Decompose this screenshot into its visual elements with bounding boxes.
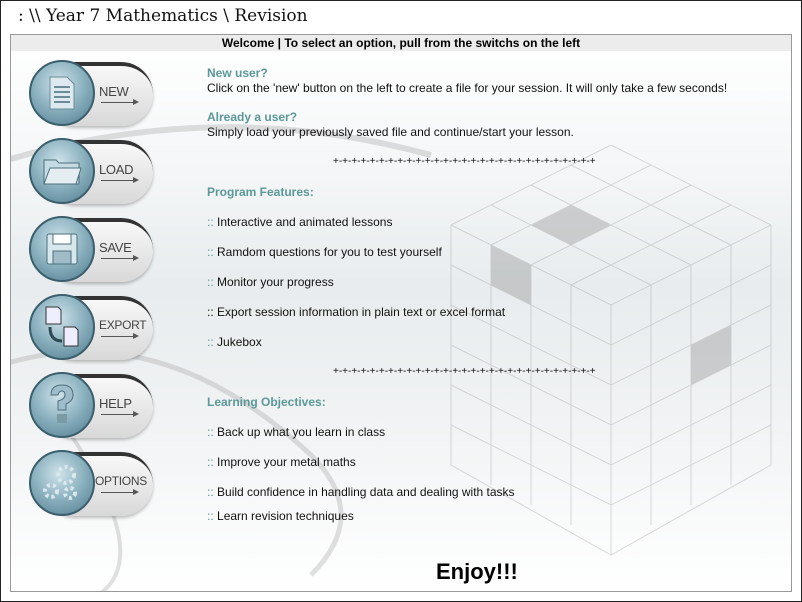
- load-label: LOAD: [99, 162, 134, 177]
- document-icon: [29, 60, 95, 126]
- background-cube: [431, 145, 791, 565]
- main-panel: [10, 34, 792, 592]
- closing-text: Enjoy!!!: [436, 559, 518, 584]
- feature-item: :: Ramdom questions for you to test yourself: [207, 245, 442, 259]
- objective-item: :: Improve your metal maths: [207, 455, 356, 469]
- new-label: NEW: [99, 84, 129, 99]
- existing-user-heading: Already a user?: [207, 110, 298, 124]
- folder-icon: [29, 138, 95, 204]
- gears-icon: [29, 450, 95, 516]
- export-button[interactable]: [29, 294, 153, 360]
- arrow-icon: [101, 336, 137, 337]
- objective-item: :: Back up what you learn in class: [207, 425, 386, 439]
- new-user-heading: New user?: [207, 66, 268, 80]
- arrow-icon: [101, 180, 137, 181]
- features-heading: Program Features:: [207, 185, 314, 199]
- objectives-heading: Learning Objectives:: [207, 395, 326, 409]
- save-button[interactable]: [29, 216, 153, 282]
- question-mark-icon: [29, 372, 95, 438]
- help-label: HELP: [99, 396, 132, 411]
- window-title: : \\ Year 7 Mathematics \ Revision: [18, 6, 308, 26]
- objective-item: :: Build confidence in handling data and dealing with tasks: [207, 485, 515, 499]
- options-label: OPTIONS: [95, 474, 147, 488]
- welcome-header: Welcome | To select an option, pull from the switchs on the left: [11, 35, 791, 51]
- arrow-icon: [101, 102, 137, 103]
- floppy-disk-icon: [29, 216, 95, 282]
- export-documents-icon: [29, 294, 95, 360]
- export-label: EXPORT: [99, 318, 147, 332]
- options-button[interactable]: [29, 450, 153, 516]
- separator: +-+-+-+-+-+-+-+-+-+-+-+-+-+-+-+-+-+-+-+-+-+-+-+-+-+-+-+-+: [333, 366, 596, 377]
- arrow-icon: [101, 414, 137, 415]
- arrow-icon: [101, 492, 137, 493]
- save-label: SAVE: [99, 240, 132, 255]
- new-user-text: Click on the 'new' button on the left to create a file for your session. It will only take a few seconds!: [207, 81, 728, 95]
- feature-item: :: Jukebox: [207, 335, 262, 349]
- separator: +-+-+-+-+-+-+-+-+-+-+-+-+-+-+-+-+-+-+-+-+-+-+-+-+-+-+-+-+: [333, 156, 596, 167]
- new-button[interactable]: [29, 60, 153, 126]
- feature-item: :: Monitor your progress: [207, 275, 334, 289]
- arrow-icon: [101, 258, 137, 259]
- load-button[interactable]: [29, 138, 153, 204]
- help-button[interactable]: [29, 372, 153, 438]
- feature-item: :: Interactive and animated lessons: [207, 215, 393, 229]
- existing-user-text: Simply load your previously saved file and continue/start your lesson.: [207, 125, 574, 139]
- feature-item: :: Export session information in plain text or excel format: [207, 305, 506, 319]
- objective-item: :: Learn revision techniques: [207, 509, 354, 523]
